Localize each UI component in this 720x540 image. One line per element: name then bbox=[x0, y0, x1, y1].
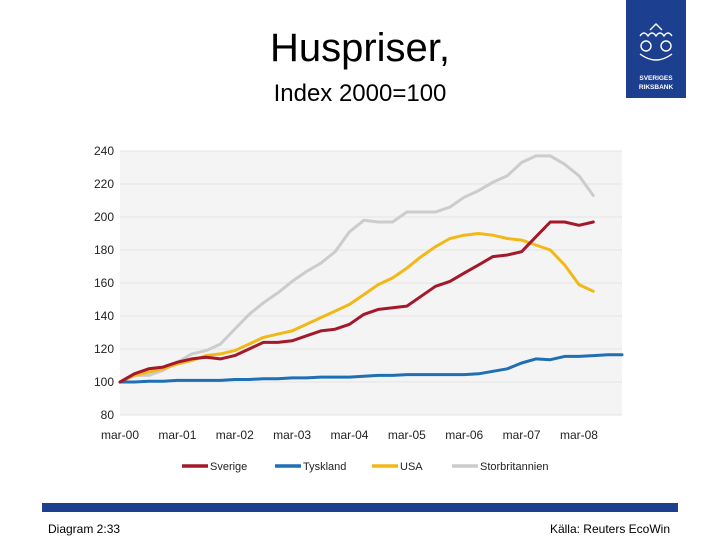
y-tick-label: 100 bbox=[93, 375, 114, 389]
svg-text:SVERIGES: SVERIGES bbox=[639, 75, 673, 82]
y-tick-label: 80 bbox=[100, 408, 114, 422]
x-axis bbox=[101, 428, 598, 442]
y-axis bbox=[94, 144, 114, 422]
x-tick-label: mar-00 bbox=[100, 428, 140, 442]
diagram-label: Diagram 2:33 bbox=[48, 522, 121, 536]
legend bbox=[182, 461, 549, 473]
x-tick-label: mar-08 bbox=[559, 428, 598, 442]
y-tick-label: 180 bbox=[93, 243, 114, 257]
y-tick-label: 220 bbox=[93, 177, 114, 191]
x-tick-label: mar-04 bbox=[330, 428, 369, 442]
y-tick-label: 240 bbox=[93, 144, 114, 158]
legend-label: Tyskland bbox=[303, 461, 347, 473]
legend-label: Sverige bbox=[210, 461, 248, 473]
legend-label: USA bbox=[400, 461, 423, 473]
y-tick-label: 200 bbox=[93, 210, 114, 224]
y-tick-label: 160 bbox=[93, 276, 114, 290]
x-tick-label: mar-06 bbox=[445, 428, 484, 442]
source-label: Källa: Reuters EcoWin bbox=[549, 522, 670, 536]
y-tick-label: 120 bbox=[93, 342, 114, 356]
svg-text:RIKSBANK: RIKSBANK bbox=[638, 84, 674, 91]
slide-title: Huspriser, bbox=[269, 26, 451, 70]
footer-bar bbox=[42, 503, 678, 512]
x-tick-label: mar-01 bbox=[158, 428, 197, 442]
x-tick-label: mar-02 bbox=[215, 428, 254, 442]
x-tick-label: mar-03 bbox=[273, 428, 312, 442]
y-tick-label: 140 bbox=[93, 309, 114, 323]
slide-subtitle: Index 2000=100 bbox=[273, 80, 447, 107]
legend-label: Storbritannien bbox=[480, 461, 549, 473]
x-tick-label: mar-07 bbox=[502, 428, 541, 442]
x-tick-label: mar-05 bbox=[387, 428, 426, 442]
